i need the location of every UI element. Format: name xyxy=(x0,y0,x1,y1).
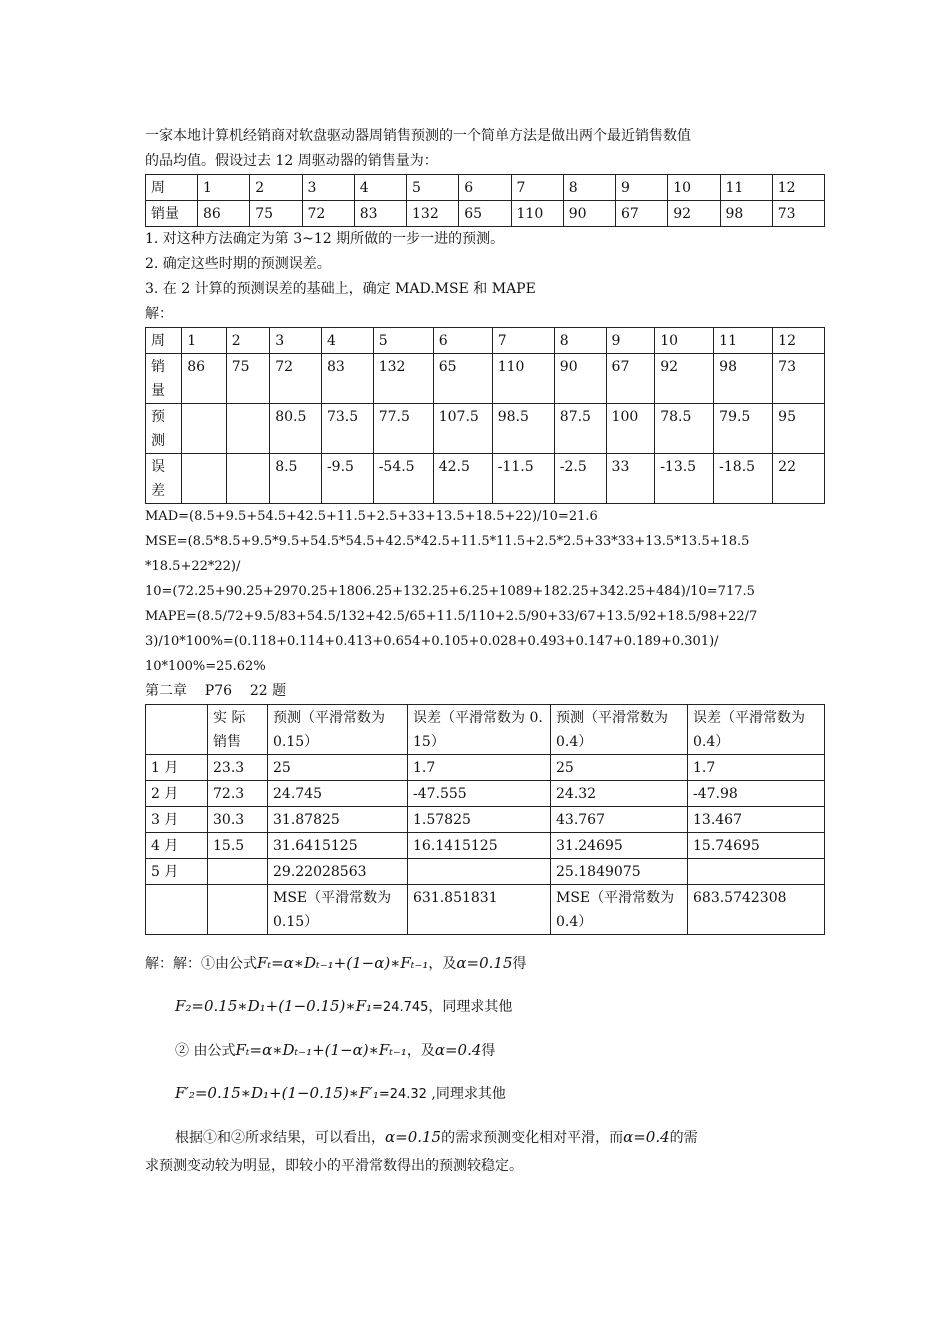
table-cell: 25 xyxy=(268,755,408,781)
formula-exponential-smoothing: Fₜ=α∗Dₜ₋₁+(1−α)∗Fₜ₋₁ xyxy=(257,954,429,972)
table-cell: 83 xyxy=(321,354,373,404)
table-cell: 误差（平滑常数为 0.15） xyxy=(408,705,551,755)
sol-suffix: ，及 xyxy=(428,956,457,972)
calc-mse-3: 10=(72.25+90.25+2970.25+1806.25+132.25+6.25+1089+182.25+342.25+484)/10=717.5 xyxy=(145,584,755,599)
table-cell: 90 xyxy=(554,354,606,404)
spacer xyxy=(145,1109,835,1123)
table-row xyxy=(146,833,825,859)
table-cell: 31.24695 xyxy=(551,833,688,859)
formula-exponential-smoothing-2: Fₜ=α∗Dₜ₋₁+(1−α)∗Fₜ₋₁ xyxy=(235,1041,407,1059)
conclusion-b: 的需求预测变化相对平滑，而 xyxy=(441,1130,624,1146)
alpha-value: α=0.15 xyxy=(456,954,513,972)
table-cell: -9.5 xyxy=(321,454,373,504)
table-cell: 72 xyxy=(270,354,322,404)
table-cell: 73 xyxy=(772,201,824,227)
table-cell: 77.5 xyxy=(373,404,433,454)
table-cell: 73.5 xyxy=(321,404,373,454)
forecast-table xyxy=(145,327,825,504)
table-cell: 73 xyxy=(773,354,825,404)
table-cell: 92 xyxy=(655,354,714,404)
table-cell: 1.7 xyxy=(688,755,825,781)
table-cell: MSE（平滑常数为 0.15） xyxy=(268,885,408,935)
table-cell: 5 xyxy=(407,175,459,201)
table-cell: 100 xyxy=(606,404,655,454)
table-cell: 11 xyxy=(714,328,773,354)
table-cell: 132 xyxy=(373,354,433,404)
conclusion-a: 根据①和②所求结果，可以看出， xyxy=(175,1130,385,1146)
smoothing-table xyxy=(145,704,825,935)
table-cell: -13.5 xyxy=(655,454,714,504)
table-cell: 8.5 xyxy=(270,454,322,504)
table-cell: 90 xyxy=(563,201,615,227)
table-cell: 87.5 xyxy=(554,404,606,454)
table-cell xyxy=(182,404,227,454)
intro-line-2: 的品均值。假设过去 12 周驱动器的销售量为： xyxy=(145,153,438,169)
table-row xyxy=(146,175,825,201)
table-cell: 2 月 xyxy=(146,781,208,807)
table-cell: 79.5 xyxy=(714,404,773,454)
conclusion-line-1 xyxy=(145,1123,835,1152)
table-cell: 10 xyxy=(668,175,720,201)
table-cell: 实 际 销售 xyxy=(208,705,268,755)
table-cell: 12 xyxy=(773,328,825,354)
table-row xyxy=(146,404,825,454)
table-cell xyxy=(146,705,208,755)
chapter-heading: 第二章 P76 22 题 xyxy=(145,683,287,699)
spacer xyxy=(145,1065,835,1079)
table-cell: 24.745 xyxy=(268,781,408,807)
sol2-suffix: ，及 xyxy=(406,1043,435,1059)
calc-mape-2: 3)/10*100%=(0.118+0.114+0.413+0.654+0.105+0.028+0.493+0.147+0.189+0.301)/ xyxy=(145,634,719,649)
table-cell: 25 xyxy=(551,755,688,781)
table-cell: 4 xyxy=(321,328,373,354)
table-cell: 11 xyxy=(720,175,772,201)
sales-table xyxy=(145,174,825,227)
table-cell: 7 xyxy=(511,175,563,201)
solution-formula-2 xyxy=(145,1036,835,1065)
table-cell: 误差 xyxy=(146,454,182,504)
table-cell: 95 xyxy=(773,404,825,454)
sol-prefix: 解：解：①由公式 xyxy=(145,956,257,972)
table-cell: 683.5742308 xyxy=(688,885,825,935)
table-cell: 31.6415125 xyxy=(268,833,408,859)
solution-label: 解： xyxy=(145,306,173,322)
question-1: 1. 对这种方法确定为第 3~12 期所做的一步一进的预测。 xyxy=(145,231,505,247)
table-cell: 8 xyxy=(563,175,615,201)
table-cell xyxy=(208,885,268,935)
table-cell: 22 xyxy=(773,454,825,504)
table-cell: 65 xyxy=(433,354,492,404)
table-cell: 2 xyxy=(226,328,269,354)
table-cell: 86 xyxy=(182,354,227,404)
table-cell: MSE（平滑常数为 0.4） xyxy=(551,885,688,935)
intro-line-1: 一家本地计算机经销商对软盘驱动器周销售预测的一个简单方法是做出两个最近销售数值 xyxy=(145,128,691,144)
f2b-value: =24.32 xyxy=(378,1087,427,1102)
table-cell: 9 xyxy=(606,328,655,354)
conclusion-alpha-1: α=0.15 xyxy=(385,1128,442,1146)
table-cell: -2.5 xyxy=(554,454,606,504)
question-2: 2. 确定这些时期的预测误差。 xyxy=(145,256,331,272)
table-cell: 1 xyxy=(182,328,227,354)
f2-value: =24.745 xyxy=(372,1000,429,1015)
table-cell: 4 xyxy=(354,175,406,201)
question-3: 3. 在 2 计算的预测误差的基础上，确定 MAD.MSE 和 MAPE xyxy=(145,281,536,297)
solution-formula-1 xyxy=(145,949,835,978)
table-cell: 75 xyxy=(250,201,302,227)
table-cell: 8 xyxy=(554,328,606,354)
table-cell: 31.87825 xyxy=(268,807,408,833)
table-cell: 25.1849075 xyxy=(551,859,688,885)
table-cell: 9 xyxy=(616,175,668,201)
table-cell: 110 xyxy=(511,201,563,227)
table-cell: 预测（平滑常数为 0.15） xyxy=(268,705,408,755)
table-cell: 16.1415125 xyxy=(408,833,551,859)
table-cell: 132 xyxy=(407,201,459,227)
table-cell: 110 xyxy=(492,354,554,404)
document-page xyxy=(145,124,835,1180)
table-row xyxy=(146,755,825,781)
table-cell: 1 月 xyxy=(146,755,208,781)
table-cell: 15.74695 xyxy=(688,833,825,859)
table-cell xyxy=(226,454,269,504)
table-cell: 预测（平滑常数为 0.4） xyxy=(551,705,688,755)
table-cell: -54.5 xyxy=(373,454,433,504)
table-cell: 24.32 xyxy=(551,781,688,807)
table-cell xyxy=(408,859,551,885)
table-cell: 30.3 xyxy=(208,807,268,833)
formula-f2-prime: F′₂=0.15∗D₁+(1−0.15)∗F′₁ xyxy=(175,1084,379,1102)
f2-end: ，同理求其他 xyxy=(428,999,513,1015)
table-cell: 6 xyxy=(433,328,492,354)
table-cell: 3 xyxy=(302,175,354,201)
table-row xyxy=(146,807,825,833)
conclusion-line-2: 求预测变动较为明显，即较小的平滑常数得出的预测较稳定。 xyxy=(145,1158,523,1174)
table-cell: -47.555 xyxy=(408,781,551,807)
table-row xyxy=(146,354,825,404)
table-row xyxy=(146,781,825,807)
table-cell: 67 xyxy=(616,201,668,227)
table-cell: 3 xyxy=(270,328,322,354)
table-cell: 1.7 xyxy=(408,755,551,781)
conclusion-alpha-2: α=0.4 xyxy=(623,1128,670,1146)
table-cell: 周 xyxy=(146,328,182,354)
table-cell: 3 月 xyxy=(146,807,208,833)
table-cell: 13.467 xyxy=(688,807,825,833)
table-cell: 29.22028563 xyxy=(268,859,408,885)
table-cell: 72.3 xyxy=(208,781,268,807)
table-cell: 5 月 xyxy=(146,859,208,885)
table-cell: 误差（平滑常数为 0.4） xyxy=(688,705,825,755)
table-row xyxy=(146,705,825,755)
calc-mad: MAD=(8.5+9.5+54.5+42.5+11.5+2.5+33+13.5+18.5+22)/10=21.6 xyxy=(145,509,598,524)
table-cell: 80.5 xyxy=(270,404,322,454)
table-cell xyxy=(146,885,208,935)
table-cell: 83 xyxy=(354,201,406,227)
table-cell: 631.851831 xyxy=(408,885,551,935)
table-cell: 78.5 xyxy=(655,404,714,454)
sol2-prefix: ② 由公式 xyxy=(175,1043,236,1059)
table-cell: 75 xyxy=(226,354,269,404)
conclusion-c: 的需 xyxy=(669,1130,698,1146)
table-cell: 43.767 xyxy=(551,807,688,833)
solution-f2b-line xyxy=(145,1079,835,1109)
table-cell: 33 xyxy=(606,454,655,504)
calc-mse-1: MSE=(8.5*8.5+9.5*9.5+54.5*54.5+42.5*42.5+11.5*11.5+2.5*2.5+33*33+13.5*13.5+18.5 xyxy=(145,534,750,549)
calc-mape-1: MAPE=(8.5/72+9.5/83+54.5/132+42.5/65+11.5/110+2.5/90+33/67+13.5/92+18.5/98+22/7 xyxy=(145,609,758,624)
table-cell: 23.3 xyxy=(208,755,268,781)
table-cell: -47.98 xyxy=(688,781,825,807)
table-cell: 98 xyxy=(714,354,773,404)
table-cell: -18.5 xyxy=(714,454,773,504)
table-cell xyxy=(208,859,268,885)
sol2-end: 得 xyxy=(481,1043,496,1059)
formula-f2: F₂=0.15∗D₁+(1−0.15)∗F₁ xyxy=(175,997,373,1015)
f2b-end: ,同理求其他 xyxy=(426,1086,506,1102)
table-cell: 10 xyxy=(655,328,714,354)
table-cell: 42.5 xyxy=(433,454,492,504)
table-cell: 预测 xyxy=(146,404,182,454)
table-cell: 86 xyxy=(198,201,250,227)
table-cell: 67 xyxy=(606,354,655,404)
calc-mape-3: 10*100%=25.62% xyxy=(145,659,266,674)
table-cell: 12 xyxy=(772,175,824,201)
table-row xyxy=(146,859,825,885)
spacer xyxy=(145,1022,835,1036)
table-row xyxy=(146,454,825,504)
table-cell: 2 xyxy=(250,175,302,201)
spacer xyxy=(145,978,835,992)
table-cell xyxy=(226,404,269,454)
table-cell: 销量 xyxy=(146,354,182,404)
table-cell: 92 xyxy=(668,201,720,227)
table-cell: 4 月 xyxy=(146,833,208,859)
table-cell: 98.5 xyxy=(492,404,554,454)
table-cell: 15.5 xyxy=(208,833,268,859)
table-cell xyxy=(688,859,825,885)
alpha-value-2: α=0.4 xyxy=(434,1041,482,1059)
table-cell: 1.57825 xyxy=(408,807,551,833)
sol-end: 得 xyxy=(512,956,527,972)
table-cell: 1 xyxy=(198,175,250,201)
table-row xyxy=(146,201,825,227)
table-cell: 周 xyxy=(146,175,198,201)
table-cell: 107.5 xyxy=(433,404,492,454)
table-cell: 72 xyxy=(302,201,354,227)
table-cell: -11.5 xyxy=(492,454,554,504)
table-row xyxy=(146,885,825,935)
table-cell: 6 xyxy=(459,175,511,201)
calc-mse-2: *18.5+22*22)/ xyxy=(145,559,241,574)
solution-f2-line xyxy=(145,992,835,1022)
table-row xyxy=(146,328,825,354)
table-cell: 65 xyxy=(459,201,511,227)
spacer xyxy=(145,935,835,949)
table-cell: 7 xyxy=(492,328,554,354)
table-cell: 5 xyxy=(373,328,433,354)
table-cell xyxy=(182,454,227,504)
table-cell: 98 xyxy=(720,201,772,227)
table-cell: 销量 xyxy=(146,201,198,227)
